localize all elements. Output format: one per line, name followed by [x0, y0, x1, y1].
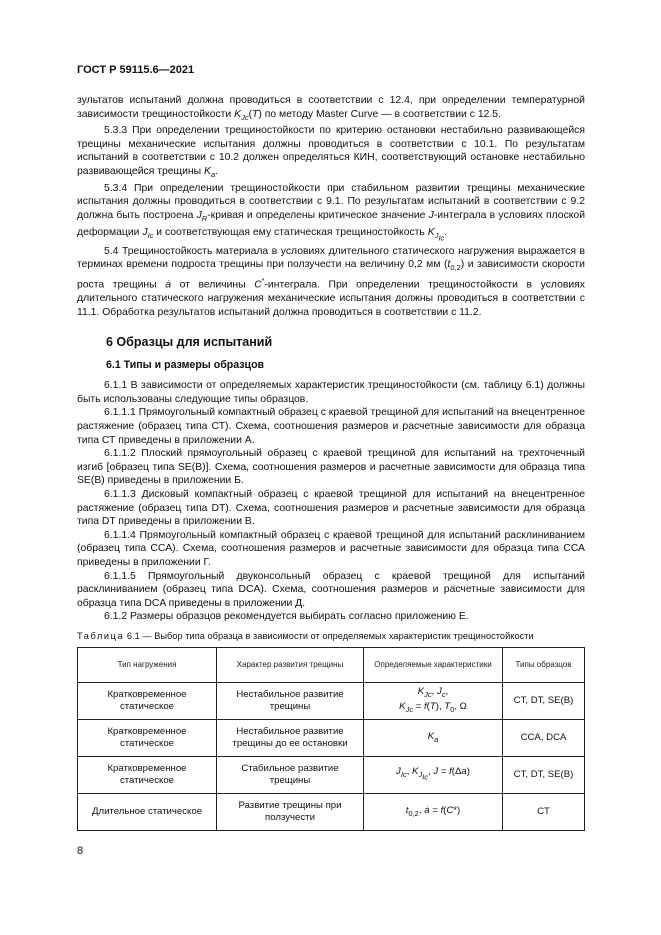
- paragraph: 6.1.1.5 Прямоугольный двуконсольный образец с краевой трещиной для испытаний расклиниванием (образец типа DCA). Схема, соотношения размеров и расчетные зависимости для образца типа DCA приведены в приложении Д.: [77, 570, 585, 609]
- table-caption-label: Таблица: [77, 630, 125, 641]
- table-row: [78, 682, 585, 719]
- paragraph: 5.4 Трещиностойкость материала в условиях длительного статического нагружения выражается в терминах времени подроста трещины при ползучести на величину 0,2 мм $(t_{0,2})$ и зависимости скорости роста трещины ȧ от величины C*-интеграла. При определении трещиностойкости в условиях длительного статического нагружения механические испытания должны проводиться в соответствии с 11.1. Обработка результатов испытаний должна проводиться в соответствии с 11.2.: [77, 245, 586, 318]
- paragraph: 6.1.1.2 Плоский прямоугольный образец с краевой трещиной для испытаний на трехточечный изгиб [образец типа SE(B)]. Схема, соотношения размеров и расчетные зависимости для образца типа SE(B) приведены в приложении Б.: [77, 448, 585, 487]
- cell-load-type: Кратковременное статическое: [78, 756, 217, 793]
- header-crack-behavior: Характер развития трещины: [217, 647, 364, 682]
- cell-crack-behavior: Стабильное развитие трещины: [217, 756, 364, 793]
- table-caption: [77, 631, 585, 641]
- cell-load-type: Кратковременное статическое: [78, 682, 217, 719]
- cell-specimen-types: CCA, DCA: [503, 719, 585, 756]
- cell-specimen-types: CT, DT, SE(B): [503, 756, 585, 793]
- cell-characteristics: $K_a$: [364, 719, 503, 756]
- cell-crack-behavior: Нестабильное развитие трещины: [217, 682, 364, 719]
- cell-specimen-types: CT: [503, 793, 585, 830]
- table-header-row: [78, 647, 585, 682]
- paragraph: 6.1.1.1 Прямоугольный компактный образец с краевой трещиной для испытаний на внецентренное растяжение (образец типа СТ). Схема, соотношения размеров и расчетные зависимости для образца типа СТ приведены в приложении А.: [77, 407, 585, 446]
- paragraph: 5.3.3 При определении трещиностойкости по критерию остановки нестабильно развивающейся трещины механические испытания должны проводиться в соответствии с 10.1. По результатам испытаний в соответствии с 10.2 должен определяться КИН, соответствующий остановке нестабильно развивающейся трещины $K_a$.: [77, 125, 585, 180]
- cell-characteristics: $K_{Jc}$, $J_c$, $K_{Jc} = f(T)$, $T_0$, Ω: [364, 682, 503, 719]
- specimen-selection-table: [77, 647, 585, 831]
- table-row: [78, 719, 585, 756]
- cell-crack-behavior: Развитие трещины при ползучести: [217, 793, 364, 830]
- header-load-type: Тип нагружения: [78, 647, 217, 682]
- header-characteristics: Определяемые характеристики: [364, 647, 503, 682]
- subsection-title: 6.1 Типы и размеры образцов: [106, 359, 265, 372]
- paragraph: 6.1.1.3 Дисковый компактный образец с краевой трещиной для испытаний на внецентренное растяжение (образец типа DT). Схема, соотношения размеров и расчетные зависимости для образца типа DT приведены в приложении В.: [77, 489, 585, 528]
- cell-load-type: Кратковременное статическое: [78, 719, 217, 756]
- body-text: [77, 94, 585, 831]
- paragraph: 6.1.1 В зависимости от определяемых характеристик трещиностойкости (см. таблицу 6.1) должны быть использованы следующие типы образцов.: [77, 380, 585, 405]
- intro-paragraphs: [77, 94, 585, 319]
- cell-specimen-types: CT, DT, SE(B): [503, 682, 585, 719]
- cell-characteristics: $t_{0,2}$, ȧ = f(C*): [364, 793, 503, 830]
- page-number: 8: [77, 845, 84, 857]
- table-row: [78, 756, 585, 793]
- header-specimen-types: Типы образцов: [503, 647, 585, 682]
- cell-load-type: Длительное статическое: [78, 793, 217, 830]
- document-header: ГОСТ Р 59115.6—2021: [77, 64, 195, 76]
- paragraph: 6.1.2 Размеры образцов рекомендуется выбирать согласно приложению Е.: [104, 611, 469, 623]
- paragraph: 5.3.4 При определении трещиностойкости при стабильном развитии трещины механические испытания должны проводиться в соответствии с 9.1. По результатам испытаний в соответствии с 9.2 должна быть построена $J_R$-кривая и определены критическое значение J-интеграла в условиях плоской деформации $J_{Ic}$ и соответствующая ему статическая трещиностойкость $K_{J_{Ic}}$.: [77, 182, 586, 243]
- cell-characteristics: $J_{Ic}$, $K_{J_{Ic}}$, J = f(Δa): [364, 756, 503, 793]
- table-caption-text: 6.1 — Выбор типа образца в зависимости от определяемых характеристик трещиностойкости: [126, 630, 534, 641]
- section-title: 6 Образцы для испытаний: [106, 335, 273, 350]
- section-paragraphs: [77, 379, 585, 624]
- paragraph: зультатов испытаний должна проводиться в соответствии с 12.4, при определении температурной зависимости трещиностойкости $K_{Jc}(T)$ по методу Master Curve — в соответствии с 12.5.: [77, 95, 585, 122]
- cell-crack-behavior: Нестабильное развитие трещины до ее остановки: [217, 719, 364, 756]
- paragraph: 6.1.1.4 Прямоугольный компактный образец с краевой трещиной для испытаний расклиниванием (образец типа ССА). Схема, соотношения размеров и расчетные зависимости для образца типа ССА приведены в приложении Г.: [77, 529, 585, 568]
- table-row: [78, 793, 585, 830]
